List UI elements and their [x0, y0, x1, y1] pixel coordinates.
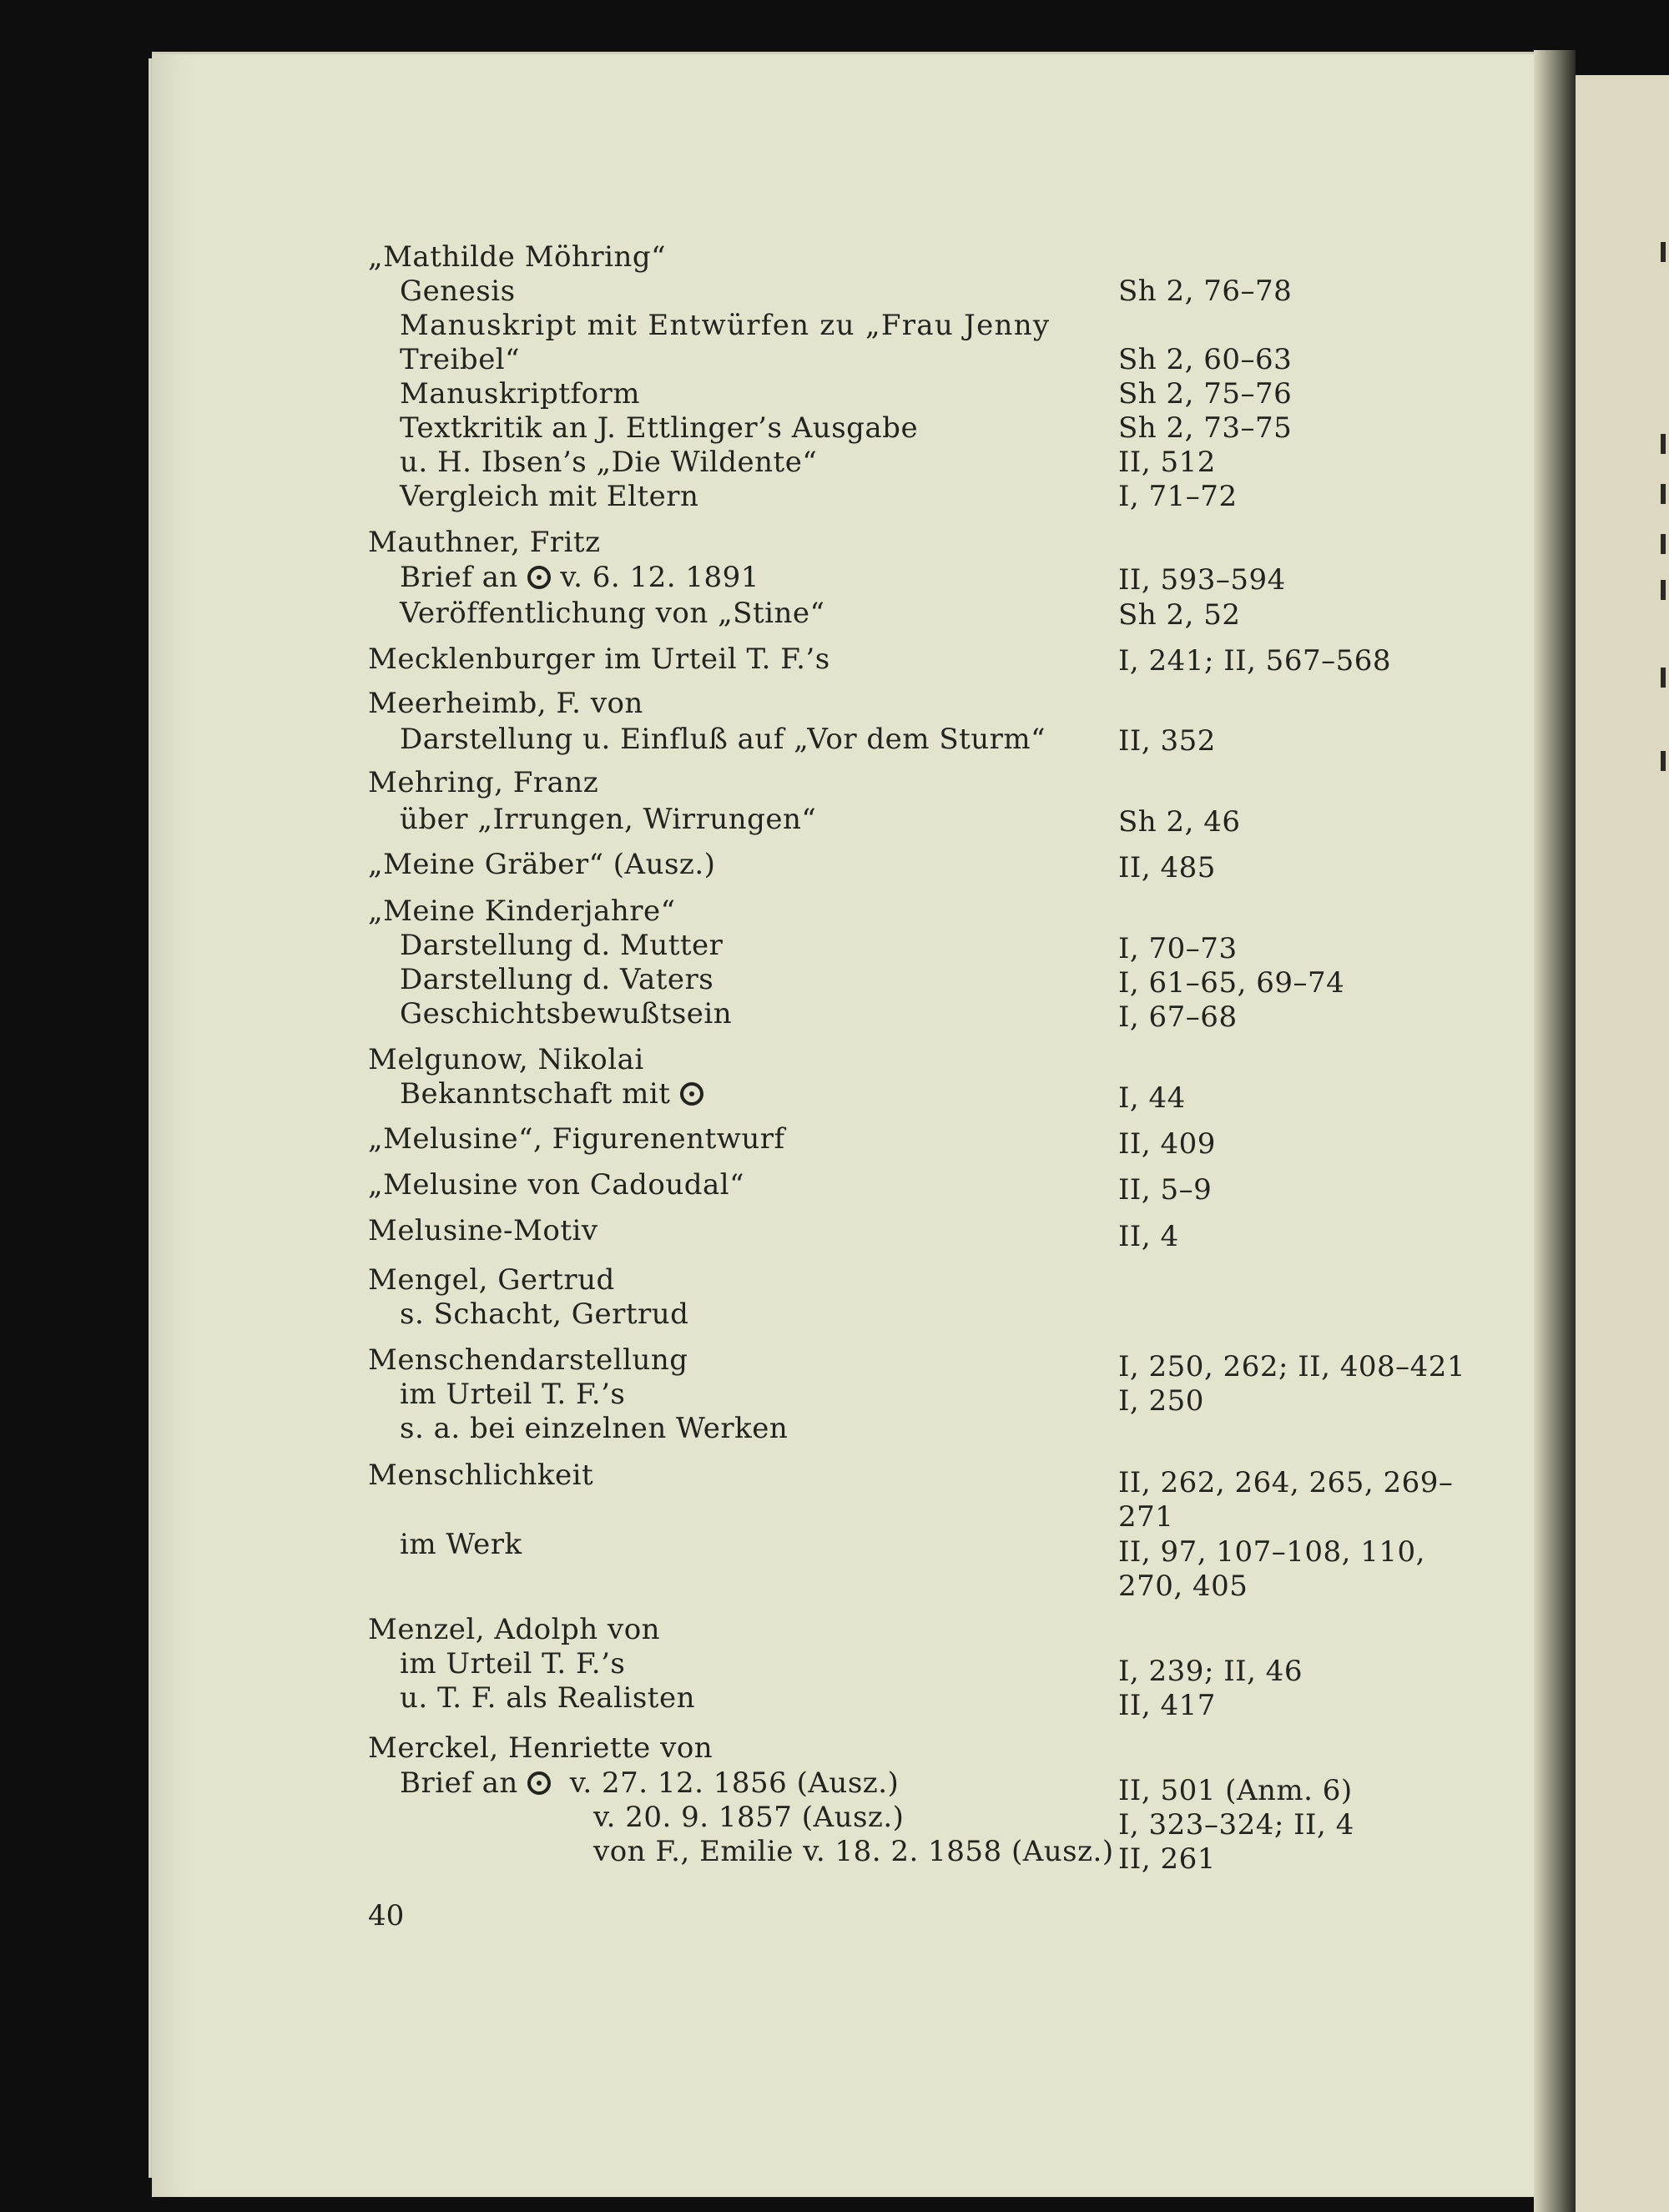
index-reference: Sh 2, 46 [1118, 805, 1241, 839]
index-subentry: im Werk [400, 1528, 522, 1561]
entry-text: v. 6. 12. 1891 [560, 561, 759, 594]
index-reference: 270, 405 [1118, 1570, 1248, 1603]
index-heading: „Melusine“, Figurenentwurf [368, 1122, 785, 1156]
index-reference: I, 241; II, 567–568 [1118, 644, 1391, 678]
index-reference: I, 67–68 [1118, 1000, 1238, 1034]
index-reference: II, 352 [1118, 724, 1216, 758]
index-reference: II, 593–594 [1118, 563, 1286, 597]
index-heading: Melgunow, Nikolai [368, 1043, 644, 1076]
index-reference: II, 485 [1118, 851, 1216, 884]
index-reference: I, 239; II, 46 [1118, 1655, 1303, 1688]
index-reference: II, 501 (Anm. 6) [1118, 1774, 1353, 1807]
index-heading: Mauthner, Fritz [368, 526, 601, 559]
index-reference: II, 409 [1118, 1127, 1216, 1161]
index-subentry: Manuskriptform [400, 377, 641, 411]
index-reference: I, 323–324; II, 4 [1118, 1808, 1354, 1842]
book-page [152, 52, 1554, 2197]
entry-text: Brief an [400, 1766, 518, 1800]
index-subentry: von F., Emilie v. 18. 2. 1858 (Ausz.) [593, 1835, 1114, 1868]
index-reference: II, 97, 107–108, 110, [1118, 1535, 1425, 1569]
index-subentry: s. Schacht, Gertrud [400, 1297, 689, 1331]
facing-page-mark [1661, 242, 1666, 262]
index-reference: II, 417 [1118, 1689, 1216, 1722]
entry-text: v. 27. 12. 1856 (Ausz.) [569, 1766, 900, 1800]
index-subentry: Geschichtsbewußtsein [400, 997, 733, 1030]
page-number: 40 [368, 1899, 405, 1932]
index-reference: I, 71–72 [1118, 480, 1238, 513]
index-heading: Mengel, Gertrud [368, 1263, 615, 1297]
index-subentry: s. a. bei einzelnen Werken [400, 1412, 789, 1445]
index-reference: 271 [1118, 1500, 1174, 1534]
index-heading: Mecklenburger im Urteil T. F.’s [368, 642, 830, 676]
index-heading: „Mathilde Möhring“ [368, 240, 667, 274]
index-heading: „Melusine von Cadoudal“ [368, 1168, 745, 1202]
index-reference: Sh 2, 76–78 [1118, 275, 1293, 308]
index-reference: II, 4 [1118, 1220, 1179, 1253]
index-heading: Menschlichkeit [368, 1459, 594, 1492]
index-subentry [400, 1077, 703, 1111]
index-reference: II, 5–9 [1118, 1173, 1213, 1207]
index-subentry [400, 1766, 899, 1800]
index-subentry: Darstellung d. Vaters [400, 963, 714, 996]
index-heading: Menzel, Adolph von [368, 1613, 661, 1646]
index-subentry: v. 20. 9. 1857 (Ausz.) [593, 1801, 905, 1834]
facing-page-edge [1576, 75, 1669, 2212]
index-reference: II, 512 [1118, 446, 1216, 479]
index-heading: Mehring, Franz [368, 766, 599, 799]
index-subentry: u. H. Ibsen’s „Die Wildente“ [400, 446, 818, 479]
facing-page-mark [1661, 434, 1666, 454]
index-subentry [400, 561, 759, 594]
book-gutter [1534, 50, 1576, 2212]
index-reference: I, 61–65, 69–74 [1118, 966, 1345, 1000]
index-reference: Sh 2, 75–76 [1118, 377, 1293, 411]
index-subentry: Darstellung d. Mutter [400, 929, 724, 962]
facing-page-mark [1661, 534, 1666, 554]
index-subentry: Textkritik an J. Ettlinger’s Ausgabe [400, 411, 919, 445]
index-reference: I, 70–73 [1118, 932, 1238, 965]
index-subentry: Manuskript mit Entwürfen zu „Frau Jenny [400, 309, 1051, 342]
facing-page-mark [1661, 751, 1666, 771]
index-reference: Sh 2, 60–63 [1118, 343, 1293, 376]
sun-symbol-icon [680, 1082, 703, 1106]
index-subentry: im Urteil T. F.’s [400, 1647, 626, 1680]
index-heading: Meerheimb, F. von [368, 687, 643, 720]
index-reference: Sh 2, 52 [1118, 598, 1241, 632]
index-reference: Sh 2, 73–75 [1118, 411, 1293, 445]
index-subentry: im Urteil T. F.’s [400, 1378, 626, 1411]
index-heading: „Meine Gräber“ (Ausz.) [368, 848, 716, 881]
index-heading: Menschendarstellung [368, 1343, 688, 1377]
index-reference: II, 261 [1118, 1842, 1216, 1876]
sun-symbol-icon [527, 1771, 551, 1795]
facing-page-mark [1661, 580, 1666, 600]
index-subentry: über „Irrungen, Wirrungen“ [400, 803, 817, 836]
index-reference: II, 262, 264, 265, 269– [1118, 1466, 1454, 1499]
index-reference: I, 250 [1118, 1384, 1204, 1418]
index-heading: „Meine Kinderjahre“ [368, 894, 676, 928]
facing-page-mark [1661, 668, 1666, 688]
index-reference: I, 44 [1118, 1081, 1186, 1115]
facing-page-mark [1661, 484, 1666, 504]
entry-text: Brief an [400, 561, 518, 594]
index-heading: Merckel, Henriette von [368, 1731, 713, 1765]
index-reference: I, 250, 262; II, 408–421 [1118, 1350, 1465, 1383]
sun-symbol-icon [527, 566, 551, 589]
index-subentry: Treibel“ [400, 343, 521, 376]
index-subentry: u. T. F. als Realisten [400, 1681, 695, 1715]
entry-text: Bekanntschaft mit [400, 1077, 671, 1111]
index-subentry: Genesis [400, 275, 516, 308]
index-subentry: Darstellung u. Einfluß auf „Vor dem Sturm“ [400, 723, 1046, 756]
index-heading: Melusine-Motiv [368, 1214, 598, 1247]
index-subentry: Veröffentlichung von „Stine“ [400, 597, 825, 630]
index-subentry: Vergleich mit Eltern [400, 480, 699, 513]
